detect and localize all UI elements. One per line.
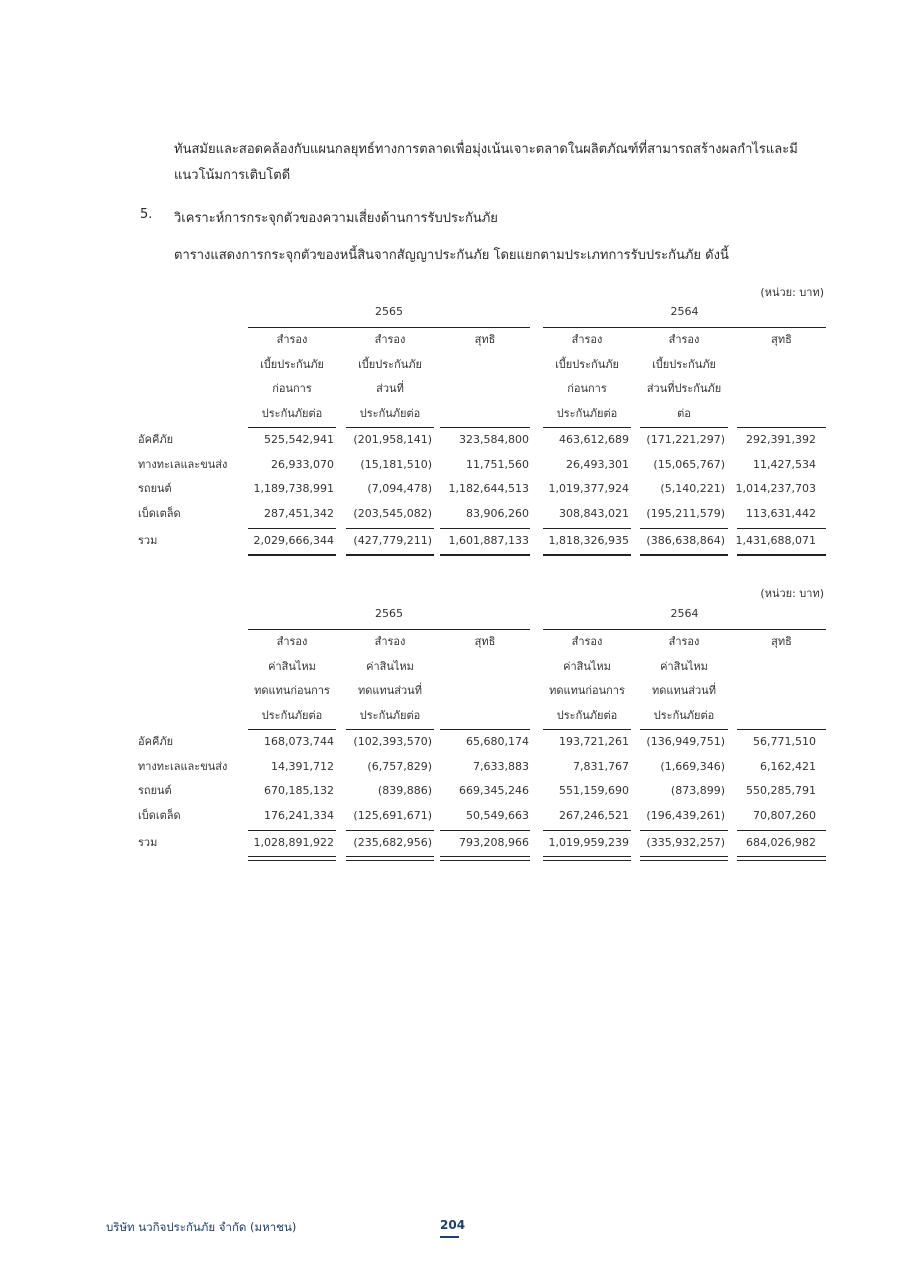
- column-header-line: ก่อนการ: [567, 382, 607, 395]
- row-label: รถยนต์: [138, 784, 172, 797]
- total-value: 1,601,887,133: [448, 534, 529, 547]
- cell-value: 550,285,791: [746, 784, 816, 797]
- column-header-line: ประกันภัยต่อ: [359, 708, 421, 722]
- row-label: ทางทะเลและขนส่ง: [138, 457, 228, 471]
- cell-value: 26,493,301: [566, 457, 629, 471]
- cell-value: (201,958,141): [353, 433, 432, 446]
- total-value: 1,028,891,922: [253, 836, 334, 849]
- paragraph-line-2: แนวโน้มการเติบโตดี: [174, 168, 291, 183]
- total-value: (386,638,864): [646, 534, 725, 547]
- cell-value: 26,933,070: [271, 457, 334, 471]
- total-underline: [737, 554, 826, 556]
- column-header-line: ทดแทนก่อนการ: [254, 684, 330, 697]
- column-header-line: ค่าสินไหม: [563, 659, 611, 673]
- column-header-line: เบี้ยประกันภัย: [555, 357, 619, 371]
- cell-value: 669,345,246: [459, 784, 529, 797]
- total-underline: [440, 554, 530, 556]
- cell-value: 6,162,421: [760, 759, 816, 773]
- table-row: [138, 779, 826, 803]
- total-value: (335,932,257): [646, 836, 725, 849]
- cell-value: 7,633,883: [473, 759, 529, 773]
- total-underline: [640, 856, 728, 861]
- table-intro: ตารางแสดงการกระจุกตัวของหนี้สินจากสัญญาประกันภัย โดยแยกตามประเภทการรับประกันภัย ดังนี้: [174, 248, 729, 263]
- total-value: (235,682,956): [353, 836, 432, 849]
- column-header-line: ส่วนที่: [376, 382, 404, 395]
- cell-value: (5,140,221): [660, 482, 725, 495]
- total-underline: [543, 856, 631, 861]
- column-header-line: ประกันภัยต่อ: [359, 406, 421, 420]
- total-value: (427,779,211): [353, 534, 432, 547]
- column-header-line: สำรอง: [374, 333, 406, 346]
- column-header-line: สุทธิ: [771, 635, 792, 648]
- total-value: 684,026,982: [746, 836, 816, 849]
- cell-value: 176,241,334: [264, 808, 334, 822]
- cell-value: 83,906,260: [466, 506, 529, 520]
- total-value: 1,818,326,935: [548, 534, 629, 547]
- row-label: อัคคีภัย: [138, 735, 174, 748]
- cell-value: 168,073,744: [264, 735, 334, 748]
- cell-value: 11,751,560: [466, 457, 529, 471]
- total-value: 1,019,959,239: [548, 836, 629, 849]
- table-row: [138, 453, 826, 477]
- table1-unit: (หน่วย: บาท): [760, 286, 824, 299]
- total-label: รวม: [138, 534, 158, 547]
- total-underline: [737, 856, 826, 861]
- column-header-line: สำรอง: [668, 635, 700, 648]
- column-header-line: สำรอง: [374, 635, 406, 648]
- cell-value: 193,721,261: [559, 735, 629, 748]
- column-header-line: ประกันภัยต่อ: [261, 708, 323, 722]
- cell-value: (171,221,297): [646, 433, 725, 446]
- row-label: เบ็ดเตล็ด: [138, 808, 181, 822]
- total-underline: [346, 554, 434, 556]
- total-value: 793,208,966: [459, 836, 529, 849]
- page-number: 204: [440, 1218, 466, 1232]
- table-row: [138, 755, 826, 779]
- cell-value: 70,807,260: [753, 808, 816, 822]
- cell-value: 292,391,392: [746, 433, 816, 446]
- cell-value: (7,094,478): [367, 482, 432, 495]
- cell-value: 1,019,377,924: [548, 482, 629, 495]
- cell-value: (203,545,082): [353, 506, 432, 520]
- column-header-line: ส่วนที่ประกันภัย: [646, 382, 722, 395]
- column-header-line: ประกันภัยต่อ: [653, 708, 715, 722]
- cell-value: 50,549,663: [466, 808, 529, 822]
- total-underline: [640, 554, 728, 556]
- table-row: [138, 502, 826, 526]
- cell-value: (873,899): [670, 784, 725, 797]
- column-header-line: ประกันภัยต่อ: [556, 708, 618, 722]
- cell-value: 323,584,800: [459, 433, 529, 446]
- column-header-line: สำรอง: [276, 333, 308, 346]
- cell-value: (15,065,767): [653, 457, 725, 471]
- total-value: 2,029,666,344: [253, 534, 334, 547]
- column-header-line: เบี้ยประกันภัย: [358, 357, 422, 371]
- column-header-line: เบี้ยประกันภัย: [652, 357, 716, 371]
- section-number: 5.: [140, 207, 153, 222]
- cell-value: 65,680,174: [466, 735, 529, 748]
- total-value: 1,431,688,071: [735, 534, 816, 547]
- page-number-underline: [440, 1236, 459, 1238]
- cell-value: (196,439,261): [646, 808, 725, 822]
- cell-value: (839,886): [377, 784, 432, 797]
- column-header-line: สำรอง: [571, 333, 603, 346]
- column-header-line: เบี้ยประกันภัย: [260, 357, 324, 371]
- cell-value: (6,757,829): [367, 759, 432, 773]
- cell-value: 113,631,442: [746, 506, 816, 520]
- cell-value: (195,211,579): [646, 506, 725, 520]
- column-header-line: ค่าสินไหม: [660, 659, 708, 673]
- cell-value: 308,843,021: [559, 506, 629, 520]
- total-underline: [248, 856, 336, 861]
- premium-reserve-table: [138, 300, 826, 560]
- table-row: [138, 477, 826, 501]
- cell-value: (102,393,570): [353, 735, 432, 748]
- total-row: [138, 831, 826, 855]
- column-header-line: ค่าสินไหม: [366, 659, 414, 673]
- cell-value: 287,451,342: [264, 506, 334, 520]
- table-row: [138, 730, 826, 754]
- table-row: [138, 428, 826, 452]
- cell-value: 551,159,690: [559, 784, 629, 797]
- cell-value: (136,949,751): [646, 735, 725, 748]
- cell-value: 1,014,237,703: [735, 482, 816, 495]
- cell-value: 267,246,521: [559, 808, 629, 822]
- cell-value: 463,612,689: [559, 433, 629, 446]
- column-header-line: ก่อนการ: [272, 382, 312, 395]
- section-title: วิเคราะห์การกระจุกตัวของความเสี่ยงด้านการรับประกันภัย: [174, 211, 498, 226]
- cell-value: 14,391,712: [271, 759, 334, 773]
- footer-company-name: บริษัท นวกิจประกันภัย จำกัด (มหาชน): [106, 1220, 297, 1234]
- row-label: ทางทะเลและขนส่ง: [138, 759, 228, 773]
- column-header-line: สำรอง: [276, 635, 308, 648]
- column-header-line: สำรอง: [571, 635, 603, 648]
- row-label: อัคคีภัย: [138, 433, 174, 446]
- row-label: เบ็ดเตล็ด: [138, 506, 181, 520]
- column-header-line: ทดแทนส่วนที่: [652, 684, 716, 697]
- total-underline: [248, 554, 336, 556]
- column-header-line: สุทธิ: [474, 333, 496, 346]
- cell-value: (15,181,510): [360, 457, 432, 471]
- cell-value: (1,669,346): [660, 759, 725, 773]
- claims-reserve-table: [138, 602, 826, 862]
- year-header: 2564: [670, 305, 699, 318]
- total-label: รวม: [138, 836, 158, 849]
- column-header-line: ประกันภัยต่อ: [556, 406, 618, 420]
- column-header-line: ค่าสินไหม: [268, 659, 316, 673]
- year-header: 2565: [375, 607, 403, 620]
- year-header: 2565: [375, 305, 403, 318]
- year-header: 2564: [670, 607, 699, 620]
- column-header-line: สำรอง: [668, 333, 700, 346]
- column-header-line: ต่อ: [677, 406, 691, 420]
- table-row: [138, 804, 826, 828]
- total-row: [138, 529, 826, 553]
- table2-unit: (หน่วย: บาท): [760, 587, 824, 600]
- column-header-line: ประกันภัยต่อ: [261, 406, 323, 420]
- paragraph-line-1: ทันสมัยและสอดคล้องกับแผนกลยุทธ์ทางการตลาดเพื่อมุ่งเน้นเจาะตลาดในผลิตภัณฑ์ที่สามารถสร้างผลกำไรและมี: [174, 142, 798, 157]
- cell-value: 525,542,941: [264, 433, 334, 446]
- total-underline: [346, 856, 434, 861]
- cell-value: 7,831,767: [573, 759, 629, 773]
- total-underline: [543, 554, 631, 556]
- column-header-line: สุทธิ: [474, 635, 496, 648]
- cell-value: 56,771,510: [753, 735, 816, 748]
- cell-value: 670,185,132: [264, 784, 334, 797]
- column-header-line: ทดแทนส่วนที่: [358, 684, 422, 697]
- row-label: รถยนต์: [138, 482, 172, 495]
- cell-value: 1,182,644,513: [448, 482, 529, 495]
- total-underline: [440, 856, 530, 861]
- column-header-line: สุทธิ: [771, 333, 792, 346]
- column-header-line: ทดแทนก่อนการ: [549, 684, 625, 697]
- cell-value: (125,691,671): [353, 808, 432, 822]
- cell-value: 1,189,738,991: [253, 482, 334, 495]
- cell-value: 11,427,534: [753, 457, 816, 471]
